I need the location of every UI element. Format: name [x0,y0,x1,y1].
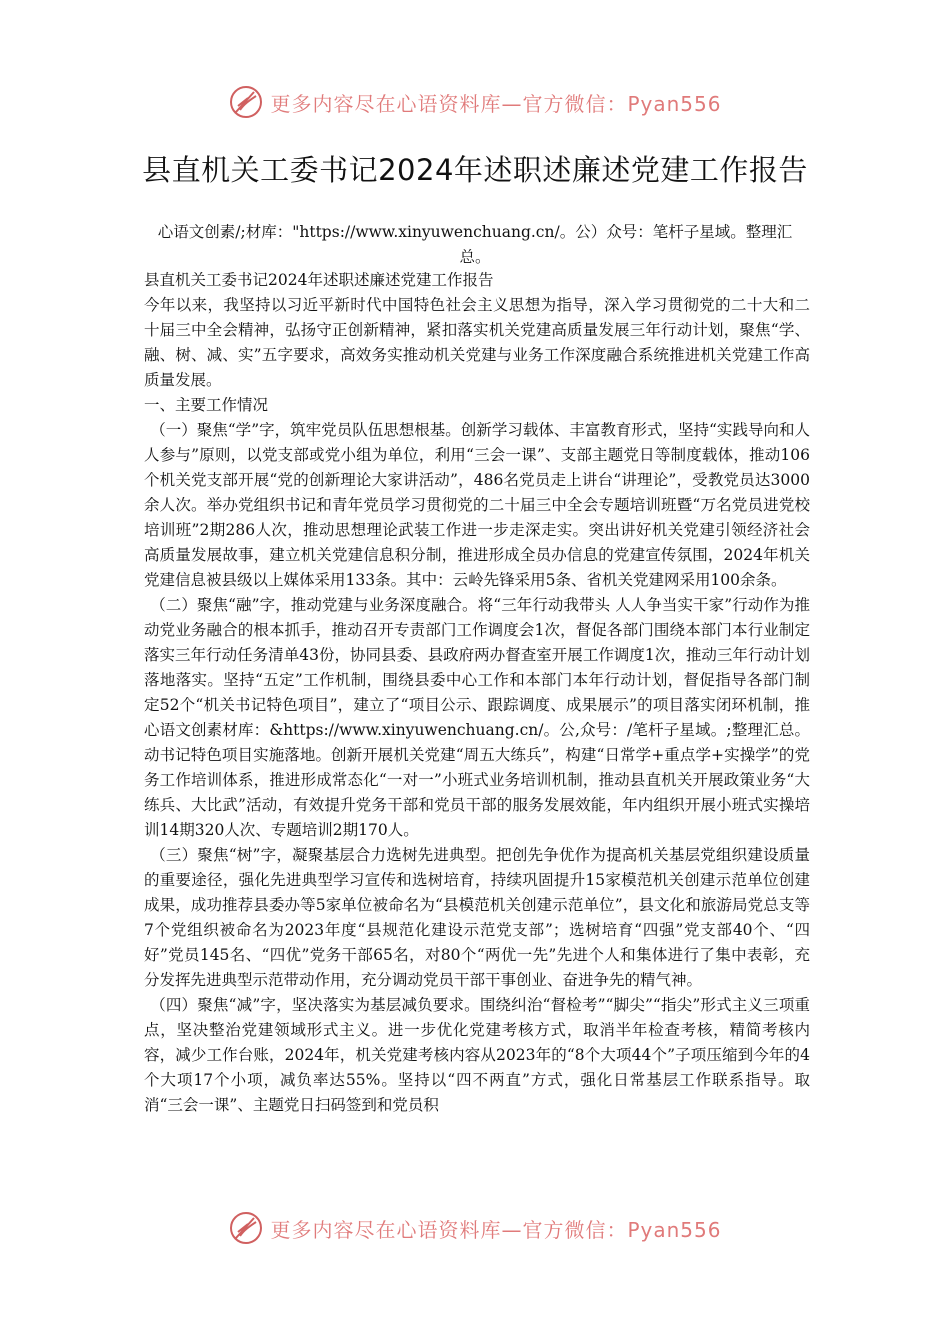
paragraph-intro: 今年以来，我坚持以习近平新时代中国特色社会主义思想为指导，深入学习贯彻党的二十大和二十届三中全会精神，弘扬守正创新精神，紧扣落实机关党建高质量发展三年行动计划，聚焦“学、融、树、减、实”五字要求，高效务实推动机关党建与业务工作深度融合系统推进机关党建工作高质量发展。 [144,296,810,389]
body-heading: 县直机关工委书记2024年述职述廉述党建工作报告 [144,271,494,289]
section-heading: 一、主要工作情况 [144,396,269,414]
paragraph-integrate: （二）聚焦“融”字，推动党建与业务深度融合。将“三年行动我带头 人人争当实干家”行动作为推动党业务融合的根本抓手，推动召开专责部门工作调度会1次，督促各部门围绕本部门本行业制定落实三年行动任务清单43份，协同县委、县政府两办督查室开展工作调度1次，推动三年行动计划落地落实。坚持“五定”工作机制，围绕县委中心工作和本部门本年行动计划，督促指导各部门制定52个“机关书记特色项目”，建立了“项目公示、跟踪调度、成果展示”的项目落实闭环机制，推心语文创素材库：&https://www.xinyuwenchuang.cn/。公,众号：/笔杆子星域。;整理汇总。动书记特色项目实施落地。创新开展机关党建“周五大练兵”，构建“日常学+重点学+实操学”的党务工作培训体系，推进形成常态化“一对一”小班式业务培训机制，推动县直机关开展政策业务“大练兵、大比武”活动，有效提升党务干部和党员干部的服务发展效能，年内组织开展小班式实操培训14期320人次、专题培训2期170人。 [144,596,810,839]
document-title: 县直机关工委书记2024年述职述廉述党建工作报告 [142,153,808,187]
watermark-banner-bottom [0,1206,950,1250]
watermark-text: 更多内容尽在心语资料库—官方微信：Pyan556 [270,91,722,116]
paragraph-reduce: （四）聚焦“减”字，坚决落实为基层减负要求。围绕纠治“督检考”“脚尖”“指尖”形式主义三项重点，坚决整治党建领域形式主义。进一步优化党建考核方式，取消半年检查考核，精简考核内容，减少工作台账，2024年，机关党建考核内容从2023年的“8个大项44个”子项压缩到今年的4个大项17个小项，减负率达55%。坚持以“四不两直”方式，强化日常基层工作联系指导。取消“三会一课”、主题党日扫码签到和党员积 [144,996,810,1114]
source-note: 心语文创素/;材库："https://www.xinyuwenchuang.cn/。公）众号：笔杆子星域。整理汇总。 [157,223,793,266]
watermark-banner-top [0,80,950,124]
feather-pen-logo-icon [228,1210,264,1246]
document-body [144,268,810,1118]
watermark-text: 更多内容尽在心语资料库—官方微信：Pyan556 [270,1217,722,1242]
feather-pen-logo-icon [228,84,264,120]
paragraph-study: （一）聚焦“学”字，筑牢党员队伍思想根基。创新学习载体、丰富教育形式，坚持“实践导向和人人参与”原则，以党支部或党小组为单位，利用“三会一课”、支部主题党日等制度载体，推动106个机关党支部开展“党的创新理论大家讲活动”，486名党员走上讲台“讲理论”，受教党员达3000余人次。举办党组织书记和青年党员学习贯彻党的二十届三中全会专题培训班暨“万名党员进党校培训班”2期286人次，推动思想理论武装工作进一步走深走实。突出讲好机关党建引领经济社会高质量发展故事，建立机关党建信息积分制，推进形成全员办信息的党建宣传氛围，2024年机关党建信息被县级以上媒体采用133条。其中：云岭先锋采用5条、省机关党建网采用100余条。 [144,421,810,589]
paragraph-model: （三）聚焦“树”字，凝聚基层合力选树先进典型。把创先争优作为提高机关基层党组织建设质量的重要途径，强化先进典型学习宣传和选树培育，持续巩固提升15家模范机关创建示范单位创建成果，成功推荐县委办等5家单位被命名为“县模范机关创建示范单位”，县文化和旅游局党总支等7个党组织被命名为2023年度“县规范化建设示范党支部”；选树培育“四强”党支部40个、“四好”党员145名、“四优”党务干部65名，对80个“两优一先”先进个人和集体进行了集中表彰，充分发挥先进典型示范带动作用，充分调动党员干部干事创业、奋进争先的精气神。 [144,846,810,989]
